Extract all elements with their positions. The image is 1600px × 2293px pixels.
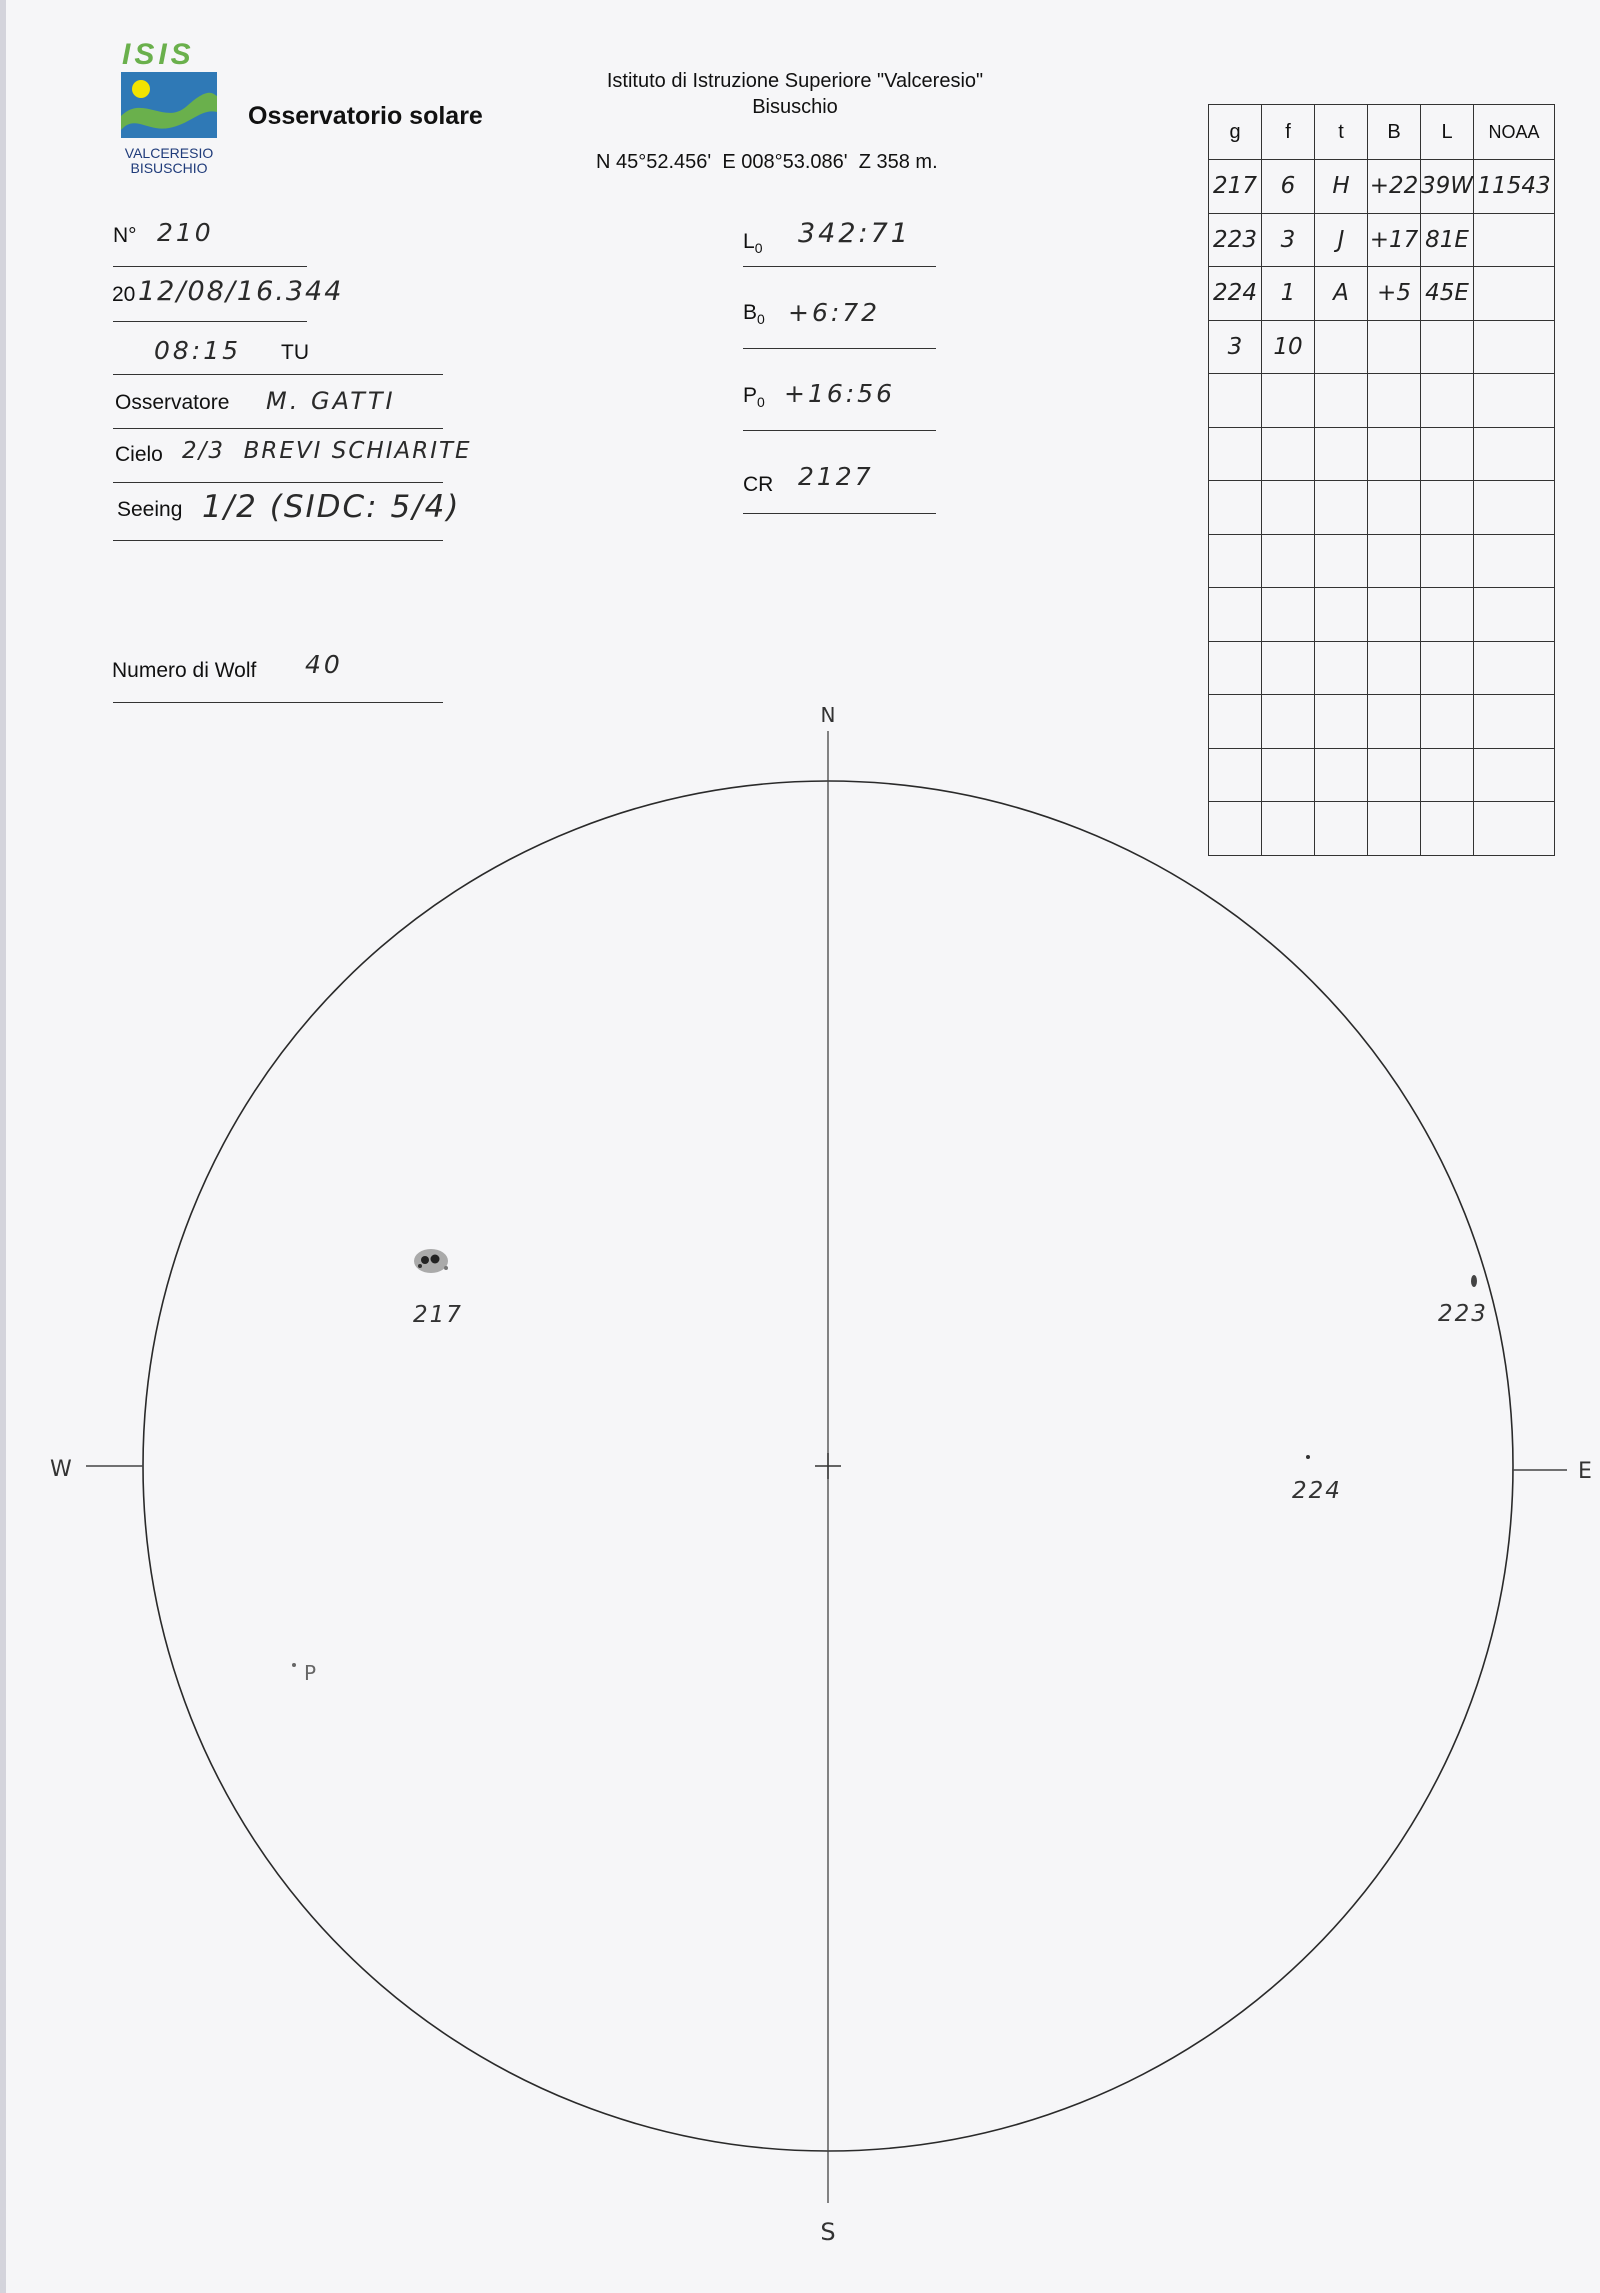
l0-sub: 0: [754, 240, 763, 257]
table-cell-t: J: [1315, 213, 1368, 267]
table-cell-noaa: 11543: [1474, 160, 1555, 214]
east-label: E: [1578, 1459, 1592, 1484]
date-value: 12/08/16.344: [138, 276, 344, 307]
observer-value: M. GATTI: [266, 387, 396, 415]
p0-value: +16:56: [784, 379, 895, 408]
cr-label: CR: [743, 473, 774, 496]
logo-caption-line1: VALCERESIO: [124, 145, 214, 161]
institute-name: Istituto di Istruzione Superiore "Valceresio": [606, 70, 984, 92]
wolf-value: 40: [305, 650, 343, 679]
umbra: [418, 1264, 422, 1268]
group-224-label: 224: [1292, 1478, 1342, 1504]
table-cell-l: 45E: [1421, 267, 1474, 321]
cr-value: 2127: [798, 462, 874, 491]
spot: [1471, 1275, 1477, 1287]
group-223-label: 223: [1438, 1301, 1488, 1327]
b0-letter: B: [743, 301, 758, 324]
col-header-t: t: [1315, 105, 1368, 160]
pore-dot: [292, 1663, 296, 1667]
time-value: 08:15: [154, 336, 242, 365]
seeing-value: 1/2 (SIDC: 5/4): [202, 489, 461, 525]
umbra: [421, 1256, 429, 1264]
table-cell-l: 81E: [1421, 213, 1474, 267]
wolf-label: Numero di Wolf: [112, 659, 257, 682]
table-cell-f: 1: [1262, 267, 1315, 321]
table-cell-g: 3: [1209, 320, 1262, 374]
p0-letter: P: [743, 384, 758, 407]
date-prefix: 20: [112, 283, 136, 306]
col-header-b: B: [1368, 105, 1421, 160]
sky-label: Cielo: [115, 443, 163, 466]
logo-caption-line2: BISUSCHIO: [130, 160, 208, 176]
time-label: TU: [281, 341, 309, 364]
b0-value: +6:72: [788, 298, 881, 327]
number-value: 210: [157, 218, 214, 247]
observer-label: Osservatore: [115, 391, 230, 414]
umbra: [431, 1255, 440, 1264]
table-cell-t: A: [1315, 267, 1368, 321]
sunspot-group-217: [414, 1249, 448, 1273]
table-cell-f: 3: [1262, 213, 1315, 267]
table-cell-g: 223: [1209, 213, 1262, 267]
north-label: N: [820, 703, 836, 727]
p0-sub: 0: [757, 394, 765, 411]
b0-sub: 0: [757, 311, 765, 328]
table-cell-b: +17: [1368, 213, 1421, 267]
table-cell-l: 39W: [1421, 160, 1474, 214]
sky-value: 2/3 BREVI SCHIARITE: [182, 438, 472, 464]
table-cell-f: 6: [1262, 160, 1315, 214]
west-label: W: [50, 1457, 72, 1482]
isis-logo-text: ISIS: [122, 38, 195, 71]
table-cell-b: +5: [1368, 267, 1421, 321]
page-title: Osservatorio solare: [248, 102, 483, 130]
table-cell-b: +22: [1368, 160, 1421, 214]
table-cell-f: 10: [1262, 320, 1315, 374]
l0-value: 342:71: [798, 218, 911, 249]
south-label: S: [820, 2218, 836, 2246]
col-header-l: L: [1421, 105, 1474, 160]
pore: [444, 1266, 448, 1270]
group-217-label: 217: [413, 1302, 463, 1328]
col-header-noaa: NOAA: [1474, 105, 1555, 160]
pore-label: P: [304, 1661, 317, 1685]
l0-letter: L: [743, 230, 755, 253]
col-header-g: g: [1209, 105, 1262, 160]
seeing-label: Seeing: [117, 498, 183, 521]
number-label: N°: [113, 224, 137, 247]
institute-town: Bisuschio: [752, 96, 838, 118]
table-cell-t: H: [1315, 160, 1368, 214]
sunspot-group-224: [1306, 1455, 1310, 1459]
col-header-f: f: [1262, 105, 1315, 160]
station-coordinates: N 45°52.456' E 008°53.086' Z 358 m.: [596, 151, 938, 173]
table-cell-g: 217: [1209, 160, 1262, 214]
sunspot-group-223: [1471, 1275, 1477, 1287]
table-cell-g: 224: [1209, 267, 1262, 321]
